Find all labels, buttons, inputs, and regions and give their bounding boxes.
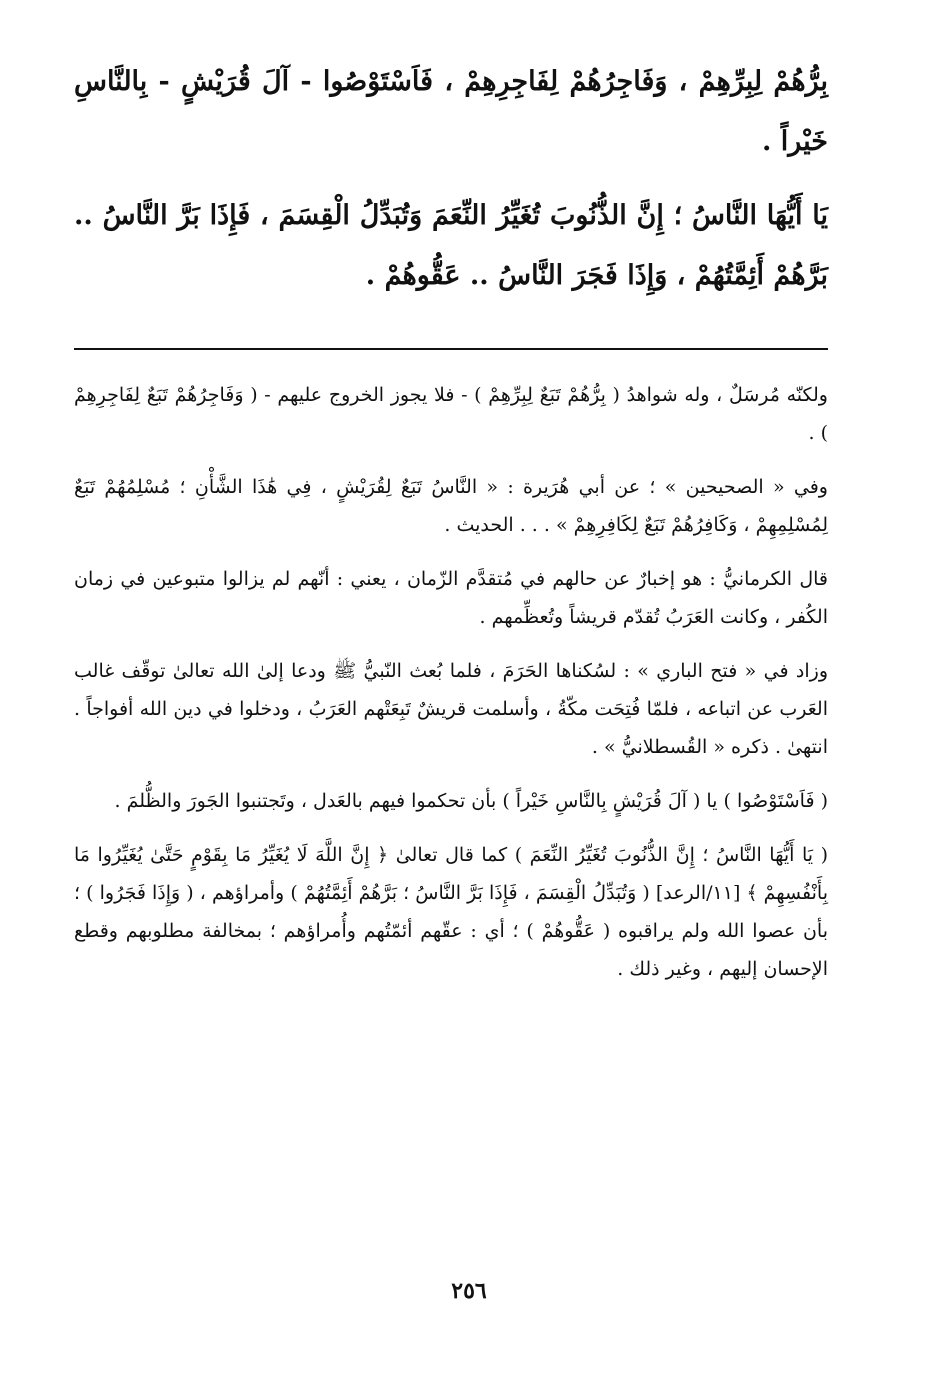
commentary-paragraph-5: ( فَاَسْتَوْصُوا ) يا ( آلَ قُرَيْشٍ بِالنَّاسِ خَيْراً ) بأن تحكموا فيهم بالعَدل ، وتَجتنبوا الجَورَ والظُّلمَ . bbox=[114, 790, 828, 812]
commentary-paragraph-2: وفي « الصحيحين » ؛ عن أبي هُرَيرة : « النَّاسُ تَبَعٌ لِقُرَيْشٍ ، فِي هَٰذَا الشَّأْنِ ؛ مُسْلِمُهُمْ تَبَعٌ لِمُسْلِمِهِمْ ، وَكَافِرُهُمْ تَبَعٌ لِكَافِرِهِمْ » . . . الحديث . bbox=[74, 476, 828, 536]
commentary-paragraph-3: قال الكرمانيُّ : هو إخبارٌ عن حالهم في مُتقدَّم الزّمان ، يعني : أنّهم لم يزالوا متبوعين في زمان الكُفر ، وكانت العَرَبُ تُقدّم قريشاً وتُعظِّمهم . bbox=[74, 568, 828, 628]
commentary bbox=[74, 376, 828, 1004]
commentary-paragraph-1: ولكنّه مُرسَلٌ ، وله شواهدُ ( بِرُّهُمْ تَبَعٌ لِبِرِّهِمْ ) - فلا يجوز الخروج عليهم - ( وَفَاجِرُهُمْ تَبَعٌ لِفَاجِرِهِمْ ) . bbox=[74, 384, 828, 444]
main-text bbox=[74, 52, 828, 320]
commentary-paragraph-6: ( يَا أَيُّهَا النَّاسُ ؛ إِنَّ الذُّنُوبَ تُغَيِّرُ النِّعَمَ ) كما قال تعالىٰ ﴿ إِنَّ اللَّهَ لَا يُغَيِّرُ مَا بِقَوْمٍ حَتَّىٰ يُغَيِّرُوا مَا بِأَنْفُسِهِمْ ﴾ [١١/الرعد] ( وَتُبَدِّلُ الْقِسَمَ ، فَإِذَا بَرَّ النَّاسُ ؛ بَرَّهُمْ أَئِمَّتُهُمْ ) وأمراؤهم ، ( وَإِذَا فَجَرُوا ) ؛ بأن عصوا الله ولم يراقبوه ( عَقُّوهُمْ ) ؛ أي : عقّهم أئمّتُهم وأُمراؤهم ؛ بمخالفة مطلوبهم وقطع الإحسان إليهم ، وغير ذلك . bbox=[74, 844, 828, 980]
main-paragraph-1: بِرُّهُمْ لِبِرِّهِمْ ، وَفَاجِرُهُمْ لِفَاجِرِهِمْ ، فَاَسْتَوْصُوا - آلَ قُرَيْشٍ - بِالنَّاسِ خَيْراً . bbox=[74, 66, 828, 157]
commentary-paragraph-4: وزاد في « فتح الباري » : لسُكناها الحَرَمَ ، فلما بُعث النّبيُّ ﷺ ودعا إلىٰ الله تعالىٰ توقّف غالب العَرب عن اتباعه ، فلمّا فُتِحَت مكّةُ ، وأسلمت قريشٌ تَبِعَتْهم العَرَبُ ، ودخلوا في دين الله أفواجاً . انتهىٰ . ذكره « القُسطلانيُّ » . bbox=[74, 660, 828, 758]
main-paragraph-2: يَا أَيُّهَا النَّاسُ ؛ إِنَّ الذُّنُوبَ تُغَيِّرُ النِّعَمَ وَتُبَدِّلُ الْقِسَمَ ، فَإِذَا بَرَّ النَّاسُ .. بَرَّهُمْ أَئِمَّتُهُمْ ، وَإِذَا فَجَرَ النَّاسُ .. عَقُّوهُمْ . bbox=[74, 200, 828, 291]
footnote-separator bbox=[74, 348, 828, 350]
page-number: ٢٥٦ bbox=[451, 1278, 487, 1304]
